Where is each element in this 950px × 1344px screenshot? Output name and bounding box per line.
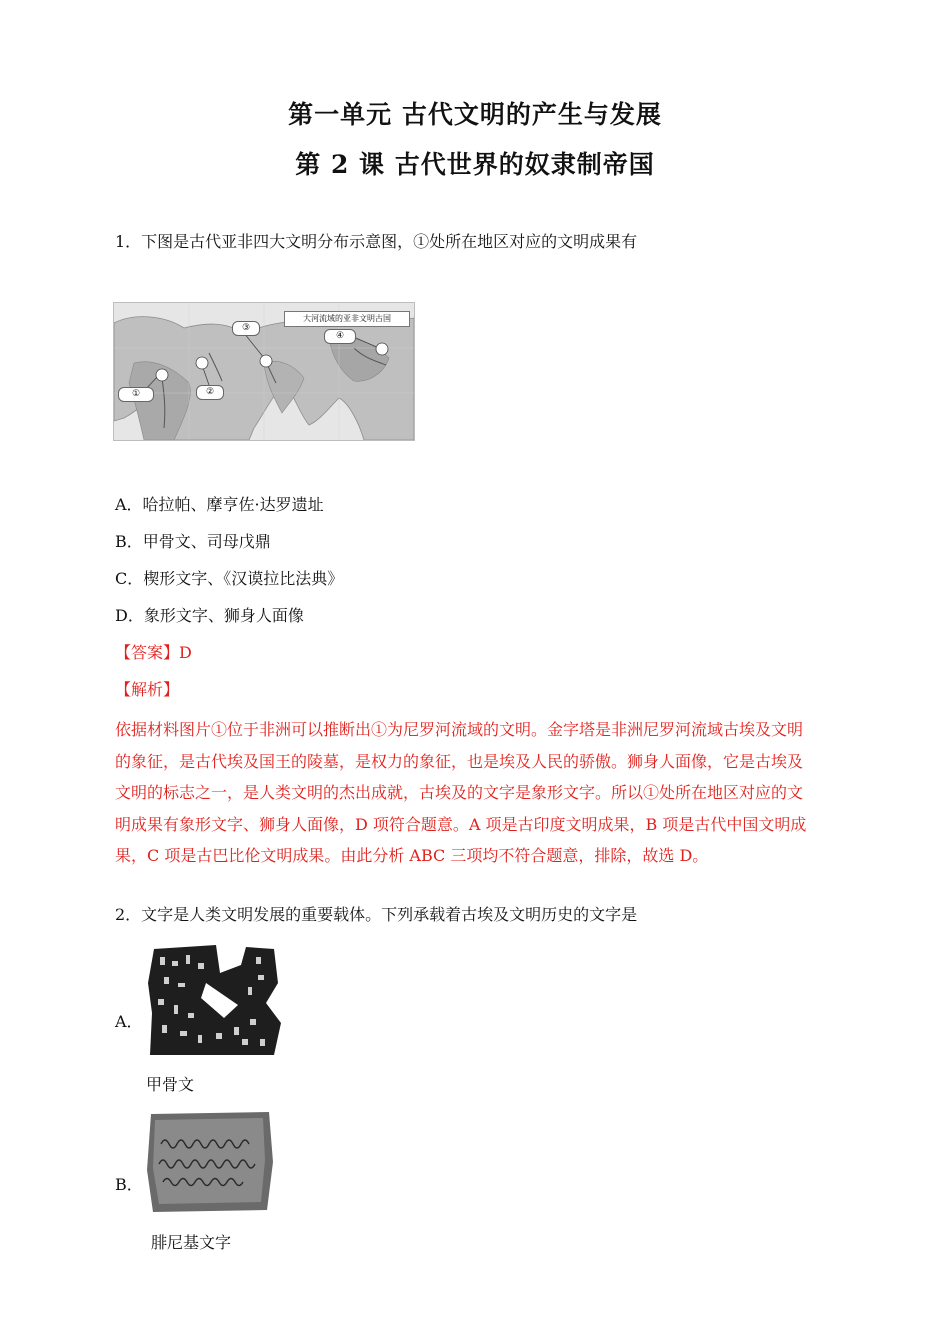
phoenician-script-tablet-image — [145, 1110, 275, 1214]
map-title-box: 大河流域的亚非文明古国 — [284, 311, 410, 327]
map-marker-1: ① — [118, 387, 154, 402]
analysis-line: 明成果有象形文字、狮身人面像，D 项符合题意。A 项是古印度文明成果，B 项是古代中国文明成 — [115, 814, 807, 834]
q1-analysis-label: 【解析】 — [115, 680, 180, 699]
q1-analysis-text — [115, 714, 840, 872]
q1-option-d: D．象形文字、狮身人面像 — [115, 606, 304, 625]
q1-option-c: C．楔形文字、《汉谟拉比法典》 — [115, 569, 344, 588]
q2-option-a-label: A． — [115, 1012, 143, 1031]
question-1-stem: 1．下图是古代亚非四大文明分布示意图，①处所在地区对应的文明成果有 — [115, 232, 638, 251]
q2-option-b-label: B． — [115, 1175, 143, 1194]
oracle-bone-inscription-image — [146, 943, 283, 1058]
analysis-line: 依据材料图片①位于非洲可以推断出①为尼罗河流域的文明。金字塔是非洲尼罗河流域古埃及文明 — [115, 720, 804, 739]
q1-option-a: A．哈拉帕、摩亨佐·达罗遗址 — [115, 495, 324, 514]
q1-option-b: B．甲骨文、司母戊鼎 — [115, 532, 271, 551]
map-marker-2: ② — [196, 385, 224, 400]
analysis-line: 文明的标志之一，是人类文明的杰出成就，古埃及的文字是象形文字。所以①处所在地区对应的文 — [115, 783, 804, 802]
unit-title: 第一单元 古代文明的产生与发展 — [288, 100, 662, 129]
q2-option-b-caption: 腓尼基文字 — [151, 1233, 232, 1252]
q1-answer: 【答案】D — [115, 643, 192, 662]
question-2-stem: 2．文字是人类文明发展的重要载体。下列承载着古埃及文明历史的文字是 — [115, 905, 638, 924]
analysis-line: 的象征，是古代埃及国王的陵墓，是权力的象征，也是埃及人民的骄傲。狮身人面像，它是古埃及 — [115, 751, 804, 771]
q2-option-a-caption: 甲骨文 — [146, 1075, 195, 1094]
map-marker-4: ④ — [324, 329, 356, 344]
analysis-line: 果，C 项是古巴比伦文明成果。由此分析 ABC 三项均不符合题意，排除，故选 D。 — [115, 846, 709, 865]
lesson-title: 第 2 课 古代世界的奴隶制帝国 — [295, 150, 655, 179]
map-marker-3: ③ — [232, 321, 260, 336]
civilizations-map-image — [113, 302, 415, 441]
